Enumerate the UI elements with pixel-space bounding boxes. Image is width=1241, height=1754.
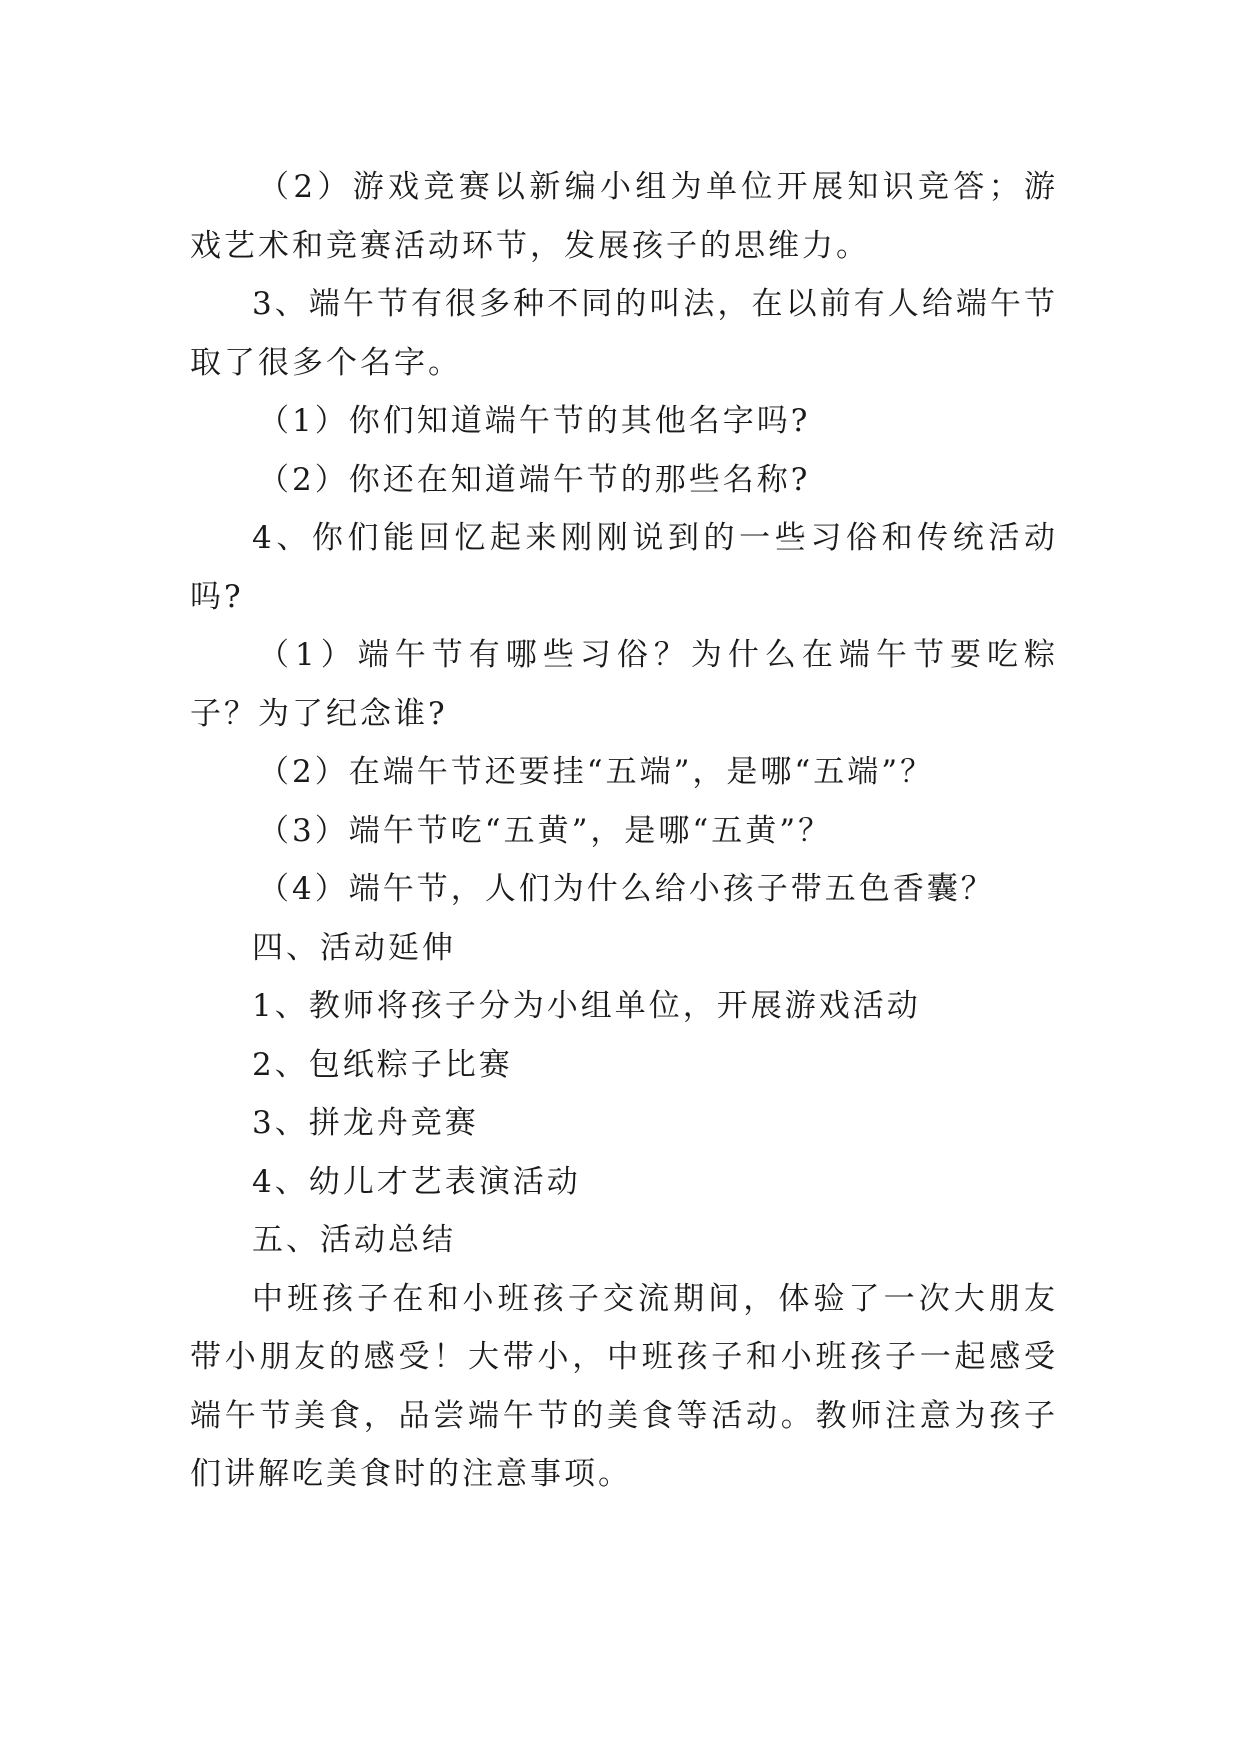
question-sachet: （4）端午节，人们为什么给小孩子带五色香囊？ [258,871,995,907]
list-item-talent-show: 4、幼儿才艺表演活动 [252,1163,581,1200]
section-heading-extension: 四、活动延伸 [252,929,456,966]
list-item-dragon-boat: 3、拼龙舟竞赛 [252,1105,479,1141]
paragraph-festival-names: 3、端午节有很多种不同的叫法，在以前有人给端午节取了很多个名字。 [190,286,1058,381]
list-item-zongzi-contest: 2、包纸粽子比赛 [252,1046,513,1083]
question-five-huang: （3）端午节吃“五黄”，是哪“五黄”？ [258,812,833,849]
list-item-group-games: 1、教师将孩子分为小组单位，开展游戏活动 [252,988,921,1024]
paragraph-game-competition: （2）游戏竞赛以新编小组为单位开展知识竞答；游戏艺术和竞赛活动环节，发展孩子的思维力。 [190,169,1058,264]
paragraph-recall-customs: 4、你们能回忆起来刚刚说到的一些习俗和传统活动吗? [190,520,1058,615]
question-which-names: （2）你还在知道端午节的那些名称? [258,461,811,498]
document-body [190,158,1058,1504]
section-heading-summary: 五、活动总结 [252,1222,456,1258]
paragraph-summary: 中班孩子在和小班孩子交流期间，体验了一次大朋友带小朋友的感受！大带小，中班孩子和小班孩子一起感受端午节美食，品尝端午节的美食等活动。教师注意为孩子们讲解吃美食时的注意事项。 [190,1280,1058,1492]
question-customs-zongzi: （1）端午节有哪些习俗？为什么在端午节要吃粽子？为了纪念谁? [190,637,1058,732]
question-five-duan: （2）在端午节还要挂“五端”，是哪“五端”？ [258,754,935,790]
question-other-names: （1）你们知道端午节的其他名字吗? [258,403,811,439]
